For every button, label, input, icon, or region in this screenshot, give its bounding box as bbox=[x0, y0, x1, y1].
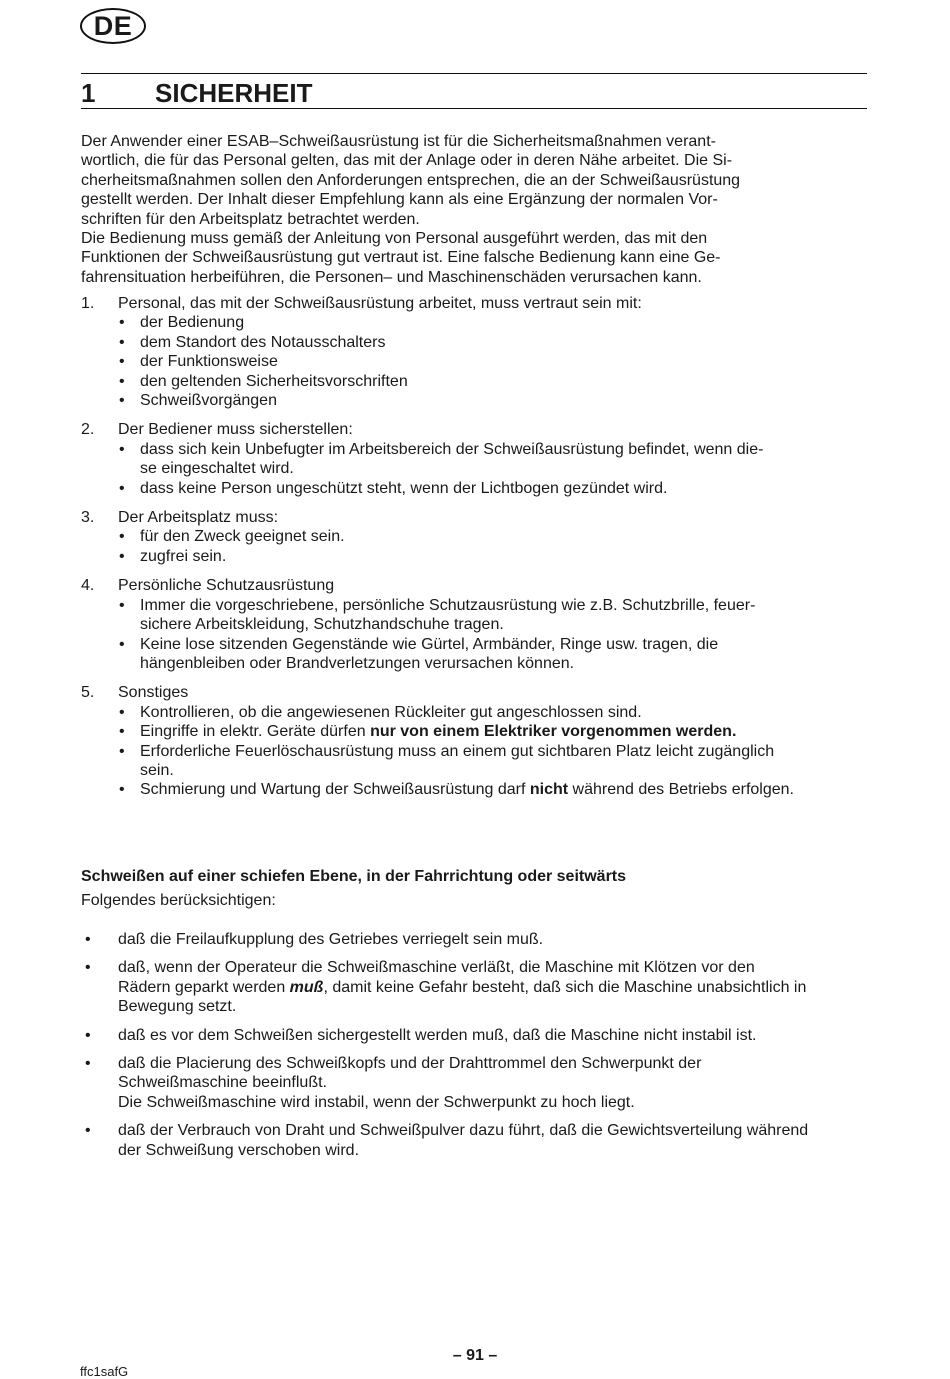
item-text: Sonstiges bbox=[118, 684, 189, 702]
list-item: • daß die Placierung des Schweißkopfs und der Drahttrommel den Schwerpunkt der Schweißmaschine beeinflußt. Die Schweißmaschine wird instabil, wenn der Schwerpunkt zu hoch liegt. bbox=[85, 1055, 702, 1111]
subsection-intro: Folgendes berücksichtigen: bbox=[81, 892, 276, 909]
text-line: Funktionen der Schweißausrüstung gut vertraut ist. Eine falsche Bedienung kann eine Ge- bbox=[81, 249, 721, 267]
emphasis: nicht bbox=[529, 781, 569, 799]
bullet-item: • für den Zweck geeignet sein. bbox=[119, 528, 345, 546]
item-text: Personal, das mit der Schweißausrüstung arbeitet, muss vertraut sein mit: bbox=[118, 295, 642, 312]
list-item: • daß es vor dem Schweißen sichergestellt werden muß, daß die Maschine nicht instabil ist. bbox=[85, 1026, 757, 1044]
item-number: 1. bbox=[81, 295, 95, 312]
list-item: • daß die Freilaufkupplung des Getriebes verriegelt sein muß. bbox=[85, 931, 544, 948]
bullet-item: • den geltenden Sicherheitsvorschriften bbox=[119, 372, 408, 390]
bullet-icon: • bbox=[119, 547, 125, 565]
bullet-icon: • bbox=[85, 959, 91, 977]
list-item bbox=[81, 576, 867, 673]
section-number: 1 bbox=[81, 77, 96, 108]
intro-paragraph bbox=[81, 132, 867, 287]
list-item bbox=[81, 683, 867, 799]
bullet-icon: • bbox=[119, 479, 125, 497]
bullet-icon: • bbox=[85, 1122, 91, 1140]
bullet-item: • dem Standort des Notausschalters bbox=[119, 333, 386, 351]
bullet-item: • der Bedienung bbox=[119, 314, 245, 332]
numbered-list bbox=[81, 294, 867, 810]
list-item bbox=[81, 420, 867, 498]
item-number: 3. bbox=[81, 509, 95, 527]
bullet-icon: • bbox=[119, 440, 125, 458]
bullet-icon: • bbox=[119, 723, 125, 741]
bullet-item: • zugfrei sein. bbox=[119, 547, 227, 565]
bullet-icon: • bbox=[119, 353, 125, 371]
bullet-item: • Erforderliche Feuerlöschausrüstung muss an einem gut sichtbaren Platz leicht zugänglich sein. bbox=[119, 742, 775, 779]
text-line: Der Anwender einer ESAB–Schweißausrüstung ist für die Sicherheitsmaßnahmen verant- bbox=[81, 133, 716, 150]
bullet-item: • Schmierung und Wartung der Schweißausrüstung darf nicht während des Betriebs erfolgen. bbox=[119, 781, 794, 799]
list-item: • daß, wenn der Operateur die Schweißmaschine verläßt, die Maschine mit Klötzen vor den Rädern geparkt werden muß, damit keine Gefahr besteht, daß sich die Maschine unabsichtlich in Bewegung setzt. bbox=[85, 959, 807, 1016]
bullet-item: • Kontrollieren, ob die angewiesenen Rückleiter gut angeschlossen sind. bbox=[119, 703, 642, 721]
text-line: gestellt werden. Der Inhalt dieser Empfehlung kann als eine Ergänzung der normalen Vor- bbox=[81, 191, 718, 209]
emphasis: muß bbox=[289, 978, 324, 996]
text-line: cherheitsmaßnahmen sollen den Anforderungen entsprechen, die an der Schweißausrüstung bbox=[81, 171, 741, 189]
text-line: fahrensituation herbeiführen, die Personen– und Maschinenschäden verursachen kann. bbox=[81, 268, 702, 286]
item-text: Persönliche Schutzausrüstung bbox=[118, 577, 335, 595]
language-badge: DE bbox=[80, 8, 146, 44]
bullet-icon: • bbox=[119, 635, 125, 653]
emphasis: nur von einem Elektriker vorgenommen werden. bbox=[370, 723, 737, 741]
bullet-item: • Immer die vorgeschriebene, persönliche Schutzausrüstung wie z.B. Schutzbrille, feuer- sichere Arbeitskleidung, Schutzhandschuhe tragen. bbox=[119, 596, 756, 634]
bullet-item: • der Funktionsweise bbox=[119, 353, 278, 371]
text-line: schriften für den Arbeitsplatz betrachtet werden. bbox=[81, 210, 420, 228]
bullet-item: • dass sich kein Unbefugter im Arbeitsbereich der Schweißausrüstung befindet, wenn die- se eingeschaltet wird. bbox=[119, 440, 764, 478]
item-text: Der Bediener muss sicherstellen: bbox=[118, 421, 353, 439]
bullet-item: • Eingriffe in elektr. Geräte dürfen nur von einem Elektriker vorgenommen werden. bbox=[119, 723, 737, 741]
bullet-item: • Schweißvorgängen bbox=[119, 392, 277, 410]
bullet-icon: • bbox=[119, 703, 125, 721]
section-title bbox=[81, 78, 312, 108]
text-line: Die Bedienung muss gemäß der Anleitung von Personal ausgeführt werden, das mit den bbox=[81, 230, 708, 248]
page-number: – 91 – bbox=[452, 1347, 498, 1364]
item-number: 5. bbox=[81, 684, 95, 702]
list-item: • daß der Verbrauch von Draht und Schweißpulver dazu führt, daß die Gewichtsverteilung während der Schweißung verschoben wird. bbox=[85, 1122, 809, 1159]
bullet-icon: • bbox=[119, 314, 125, 332]
bullet-icon: • bbox=[119, 333, 125, 351]
section-heading: SICHERHEIT bbox=[155, 77, 313, 108]
list-item bbox=[81, 508, 867, 566]
bullet-icon: • bbox=[85, 1026, 91, 1044]
bullet-icon: • bbox=[119, 742, 125, 760]
item-number: 4. bbox=[81, 577, 95, 595]
title-rule-top bbox=[81, 73, 867, 74]
item-number: 2. bbox=[81, 421, 95, 439]
text-line: wortlich, die für das Personal gelten, das mit der Anlage oder in deren Nähe arbeitet. Die Si- bbox=[81, 152, 733, 170]
bullet-icon: • bbox=[119, 596, 125, 614]
bullet-icon: • bbox=[119, 392, 125, 410]
list-item bbox=[81, 294, 867, 410]
bullet-icon: • bbox=[85, 1055, 91, 1073]
item-text: Der Arbeitsplatz muss: bbox=[118, 509, 279, 527]
title-rule-bottom bbox=[81, 108, 867, 109]
bullet-icon: • bbox=[85, 931, 91, 948]
document-code: ffc1safG bbox=[80, 1364, 129, 1379]
bullet-icon: • bbox=[119, 372, 125, 390]
subsection-list bbox=[81, 930, 867, 1169]
subsection-heading: Schweißen auf einer schiefen Ebene, in der Fahrrichtung oder seitwärts bbox=[81, 868, 627, 885]
bullet-item: • dass keine Person ungeschützt steht, wenn der Lichtbogen gezündet wird. bbox=[119, 479, 668, 497]
bullet-icon: • bbox=[119, 528, 125, 546]
bullet-item: • Keine lose sitzenden Gegenstände wie Gürtel, Armbänder, Ringe usw. tragen, die hängenbleiben oder Brandverletzungen verursachen können. bbox=[119, 635, 719, 672]
bullet-icon: • bbox=[119, 781, 125, 799]
